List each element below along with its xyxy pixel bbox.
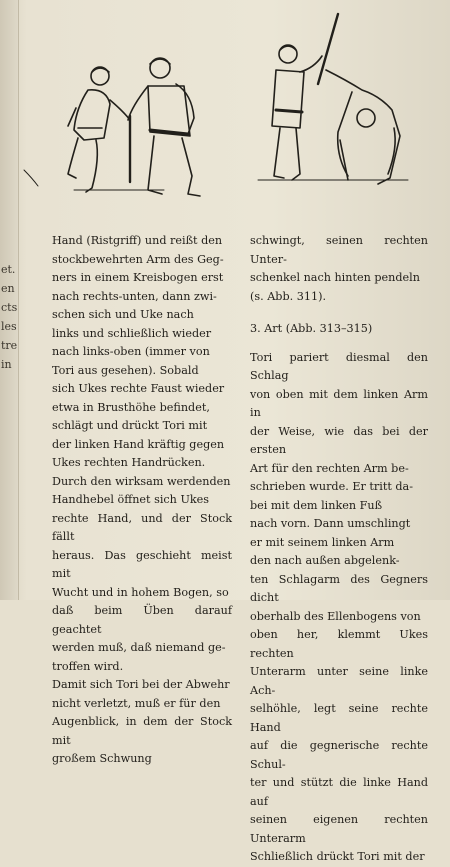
text-line: sich Ukes rechte Faust wieder (52, 382, 225, 395)
margin-fragment: in (1, 358, 12, 371)
text-line: Wucht und in hohem Bogen, so (52, 585, 229, 599)
text-line: oben her, klemmt Ukes rechten (250, 628, 428, 660)
text-line: Art für den rechten Arm be- (250, 461, 409, 475)
text-line: schenkel nach hinten pendeln (250, 271, 420, 284)
text-line: rechte Hand, und der Stock fällt (52, 511, 232, 543)
text-line: schrieben wurde. Er tritt da- (250, 480, 413, 493)
text-line: der Weise, wie das bei der ersten (250, 424, 428, 456)
facing-page-text (1, 260, 17, 374)
text-line: Handhebel öffnet sich Ukes (52, 493, 210, 506)
ground-lines (24, 170, 408, 190)
text-line: Augenblick, in dem der Stock mit (52, 715, 232, 747)
text-line: Damit sich Tori bei der Abwehr (52, 678, 230, 691)
text-line: ten Schlagarm des Gegners dicht (250, 572, 428, 604)
text-line: heraus. Das geschieht meist mit (52, 548, 232, 580)
text-line: Ukes rechten Handrücken. (52, 456, 206, 469)
text-line: schwingt, seinen rechten Unter- (250, 234, 428, 266)
figure-tori-left (128, 58, 200, 196)
section-heading: 3. Art (Abb. 313–315) (250, 322, 373, 335)
text-line: Durch den wirksam werdenden (52, 474, 231, 488)
right-text-column (250, 232, 428, 867)
figure-tori-right (272, 14, 338, 180)
figure-uke-with-cane (68, 67, 130, 192)
text-line: er mit seinem linken Arm (250, 535, 395, 549)
margin-fragment: en (1, 282, 15, 295)
text-line: seinen eigenen rechten Unterarm (250, 813, 428, 845)
text-line: der linken Hand kräftig gegen (52, 437, 225, 451)
text-line: Tori pariert diesmal den Schlag (250, 350, 428, 382)
margin-fragment: les (1, 320, 17, 333)
judo-illustration (18, 0, 450, 215)
margin-fragment: et. (1, 263, 16, 276)
text-line: schen sich und Uke nach (52, 308, 194, 321)
text-line: werden muß, daß niemand ge- (52, 641, 226, 654)
text-line: daß beim Üben darauf geachtet (52, 604, 232, 636)
text-line: oberhalb des Ellenbogens von (250, 609, 421, 623)
text-line: Schließlich drückt Tori mit der (250, 850, 425, 863)
text-line: den nach außen abgelenk- (250, 554, 400, 567)
text-line: etwa in Brusthöhe befindet, (52, 400, 210, 414)
text-line: ners in einem Kreisbogen erst (52, 271, 224, 284)
text-line: ter und stützt die linke Hand auf (250, 776, 428, 808)
text-line: schlägt und drückt Tori mit (52, 419, 208, 432)
text-line: nach vorn. Dann umschlingt (250, 517, 411, 530)
text-line: Unterarm unter seine linke Ach- (250, 665, 428, 697)
left-text-column (52, 232, 232, 769)
text-line: auf die gegnerische rechte Schul- (250, 739, 428, 771)
margin-fragment: cts (1, 301, 17, 314)
text-line: Tori aus gesehen). Sobald (52, 363, 199, 377)
text-line: stockbewehrten Arm des Geg- (52, 252, 224, 266)
facing-page-edge (0, 0, 19, 600)
text-line: nach links-oben (immer von (52, 345, 210, 358)
text-line: großem Schwung (52, 752, 152, 765)
text-line: links und schließlich wieder (52, 326, 212, 340)
text-line: Hand (Ristgriff) und reißt den (52, 234, 223, 247)
text-line: nicht verletzt, muß er für den (52, 696, 221, 710)
margin-fragment: tre (1, 339, 17, 352)
text-line: (s. Abb. 311). (250, 289, 327, 303)
text-line: bei mit dem linken Fuß (250, 498, 383, 512)
text-line: von oben mit dem linken Arm in (250, 387, 428, 419)
text-line: troffen wird. (52, 659, 124, 673)
text-line: nach rechts-unten, dann zwi- (52, 289, 217, 303)
figure-uke-thrown (326, 70, 400, 184)
text-line: selhöhle, legt seine rechte Hand (250, 702, 428, 734)
